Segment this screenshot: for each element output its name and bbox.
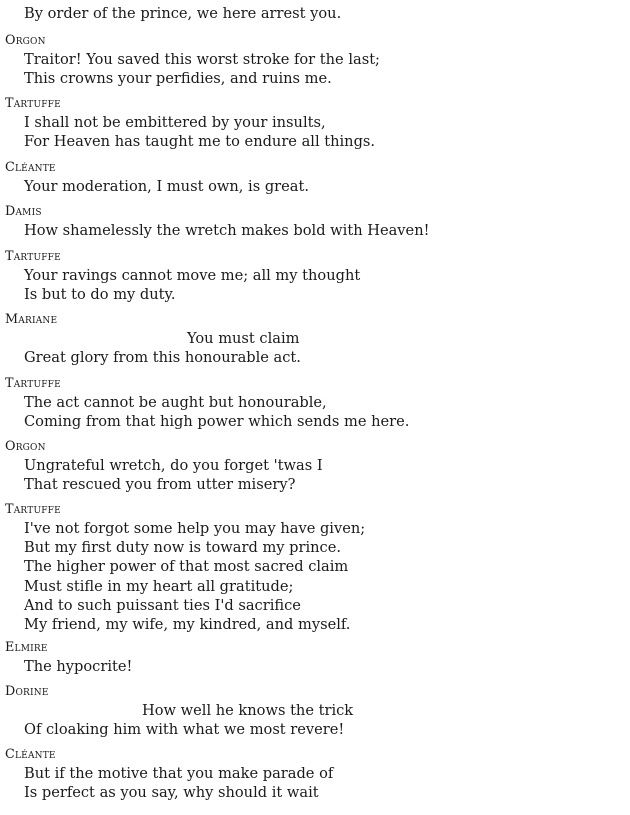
verse-line: Great glory from this honourable act.	[24, 349, 301, 367]
speech-tartuffe-1	[0, 96, 630, 151]
speech-elmire-1	[0, 640, 630, 676]
verse-line: And to such puissant ties I'd sacrifice	[24, 596, 301, 614]
speaker-name: Tartuffe	[5, 502, 61, 517]
verse-line: How shamelessly the wretch makes bold with Heaven!	[24, 222, 430, 239]
verse-line: Your ravings cannot move me; all my thought	[24, 267, 361, 284]
verse-line: Is perfect as you say, why should it wait	[24, 784, 319, 802]
verse-line: Traitor! You saved this worst stroke for the last;	[24, 51, 380, 68]
speaker-name: Orgon	[5, 439, 46, 454]
speaker-name: Damis	[5, 204, 42, 219]
verse-line: Of cloaking him with what we most revere!	[24, 721, 345, 739]
verse-line: Is but to do my duty.	[24, 286, 176, 304]
speaker-name: Elmire	[5, 640, 48, 655]
speaker-name: Mariane	[5, 312, 58, 327]
speaker-name: Orgon	[5, 33, 46, 48]
speech-cleante-2	[0, 747, 630, 802]
speech-tartuffe-3	[0, 376, 630, 431]
speech-tartuffe-2	[0, 249, 630, 304]
speaker-name: Tartuffe	[5, 96, 61, 111]
speaker-name: Tartuffe	[5, 249, 61, 264]
speech-mariane-1	[0, 312, 630, 367]
verse-line: For Heaven has taught me to endure all things.	[24, 133, 376, 151]
speech-tartuffe-4	[0, 502, 630, 634]
speech-orgon-2	[0, 439, 630, 494]
verse-line: But if the motive that you make parade of	[24, 765, 334, 782]
verse-line: This crowns your perfidies, and ruins me.	[24, 70, 332, 88]
verse-line: Ungrateful wretch, do you forget 'twas I	[24, 457, 323, 474]
verse-line: My friend, my wife, my kindred, and myself.	[24, 616, 351, 634]
verse-line: You must claim	[187, 330, 300, 347]
speech-cleante-1	[0, 160, 630, 196]
verse-line: Coming from that high power which sends me here.	[24, 413, 410, 431]
verse-line: The act cannot be aught but honourable,	[24, 394, 327, 411]
speaker-name: Cléante	[5, 160, 56, 175]
speech-dorine-1	[0, 684, 630, 739]
speech-damis-1	[0, 204, 630, 240]
verse-line: How well he knows the trick	[142, 702, 354, 719]
speaker-name: Dorine	[5, 684, 49, 699]
verse-line: Must stifle in my heart all gratitude;	[24, 577, 294, 595]
verse-line: The higher power of that most sacred claim	[24, 558, 349, 576]
speaker-name: Tartuffe	[5, 376, 61, 391]
speech-orgon-1	[0, 33, 630, 88]
verse-line: The hypocrite!	[24, 658, 133, 675]
verse-line: But my first duty now is toward my prince.	[24, 539, 342, 557]
verse-line: I've not forgot some help you may have given;	[24, 520, 366, 537]
verse-line: That rescued you from utter misery?	[24, 476, 296, 494]
verse-line: I shall not be embittered by your insults,	[24, 114, 326, 131]
speaker-name: Cléante	[5, 747, 56, 762]
verse-line: Your moderation, I must own, is great.	[24, 178, 309, 195]
verse-line: By order of the prince, we here arrest you.	[24, 5, 342, 22]
